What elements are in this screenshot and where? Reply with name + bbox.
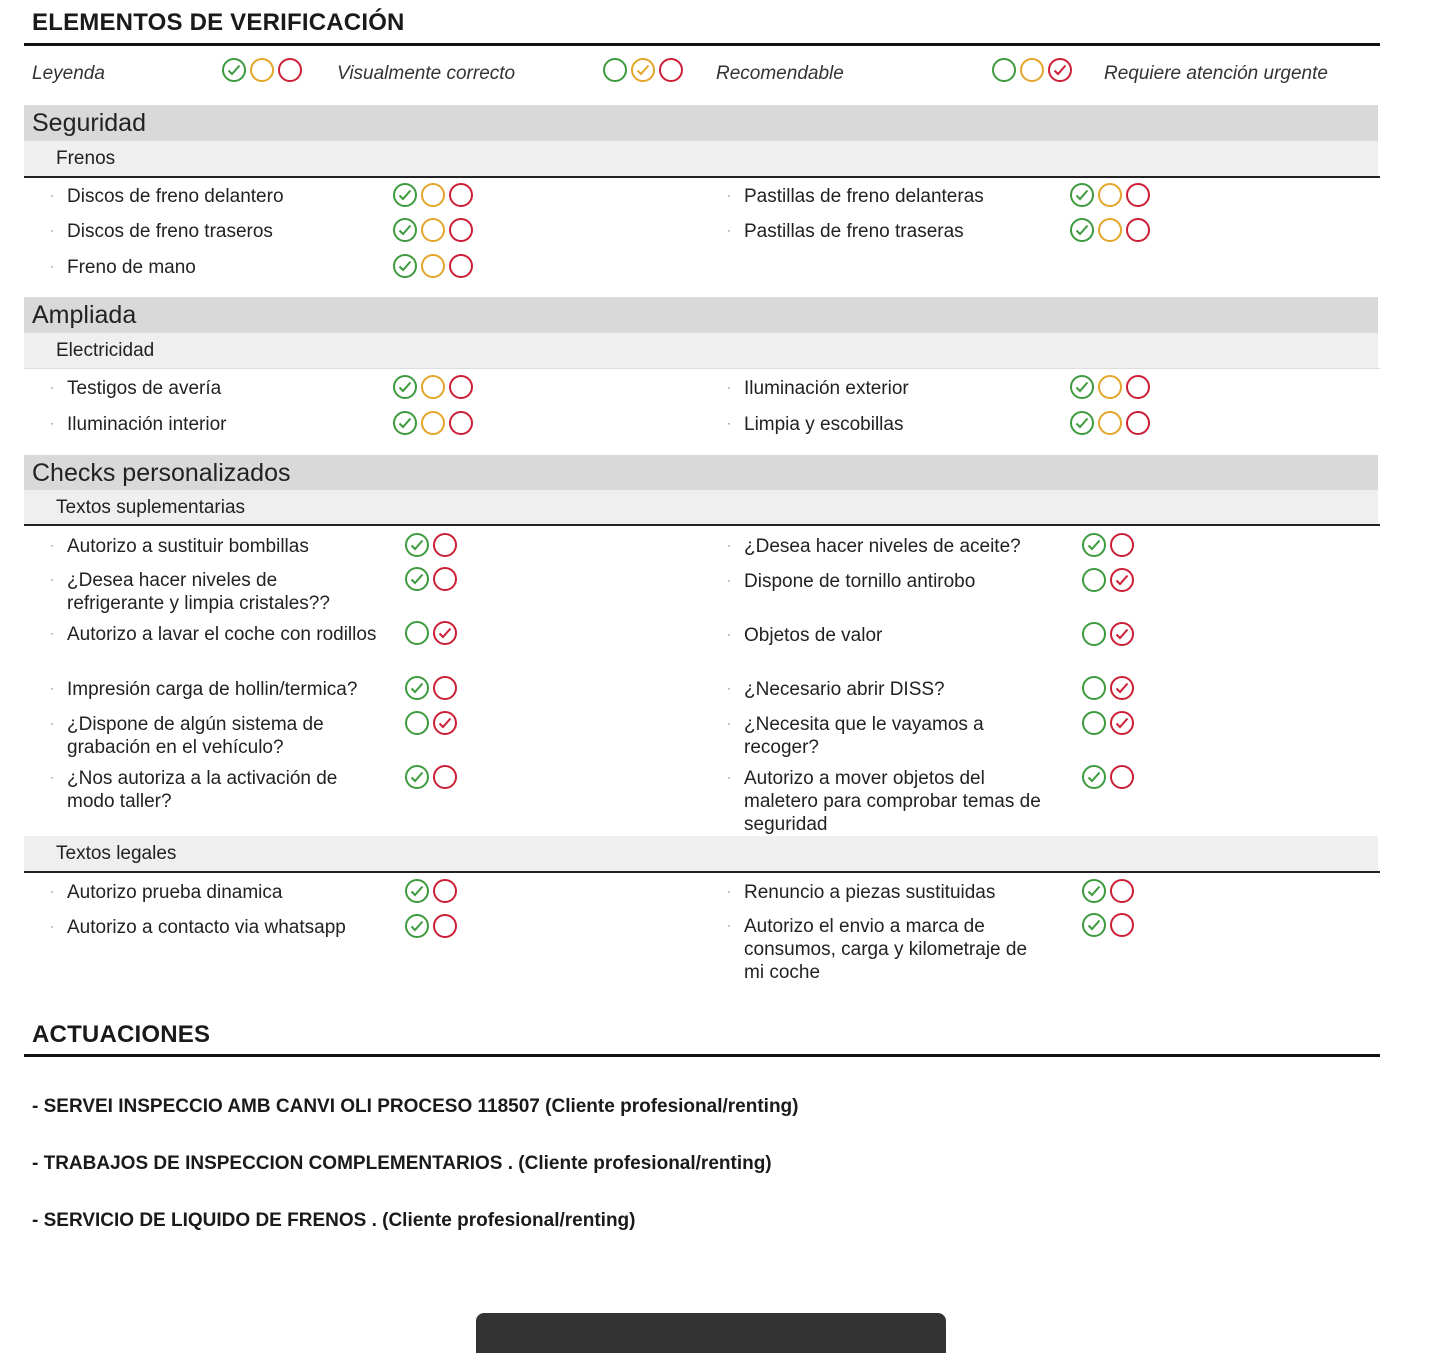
section-title: Checks personalizados: [32, 459, 291, 487]
yellow-status-circle: [421, 375, 445, 399]
legend-label: Leyenda: [32, 63, 105, 84]
status-circles: [1082, 533, 1138, 557]
status-circles: [405, 711, 461, 735]
yellow-status-circle: [1098, 218, 1122, 242]
bullet: ·: [50, 919, 54, 933]
checklist-item-label: Pastillas de freno traseras: [744, 221, 964, 242]
bullet: ·: [727, 918, 731, 932]
red-status-circle: [433, 879, 457, 903]
subsection-title: Textos legales: [56, 843, 177, 864]
section-title: Seguridad: [32, 109, 146, 137]
bullet: ·: [727, 770, 731, 784]
status-circles: [405, 533, 461, 557]
red-status-circle-checked: [1110, 711, 1134, 735]
legend-circles-correcto: [222, 58, 306, 82]
checklist-item-label: Objetos de valor: [744, 625, 883, 646]
subsection-title: Electricidad: [56, 340, 155, 361]
checklist-item-label: Autorizo el envio a marca de consumos, carga y kilometraje de mi coche: [744, 916, 1028, 983]
subsection-band-suplementarias: [24, 490, 1378, 526]
red-status-circle: [1126, 375, 1150, 399]
checklist-item-label: Renuncio a piezas sustituidas: [744, 882, 996, 903]
status-circles: [1070, 183, 1154, 207]
checklist-item-label: Iluminación interior: [67, 414, 227, 435]
legend-text-recomendable: Recomendable: [716, 63, 844, 84]
bullet: ·: [50, 626, 54, 640]
green-status-circle-checked: [1070, 218, 1094, 242]
status-circles: [1082, 913, 1138, 937]
green-status-circle-checked: [393, 254, 417, 278]
status-circles: [1070, 218, 1154, 242]
status-circles: [1070, 375, 1154, 399]
red-status-circle: [433, 567, 457, 591]
status-circles: [405, 676, 461, 700]
green-status-circle-checked: [405, 879, 429, 903]
yellow-status-circle: [1098, 375, 1122, 399]
green-status-circle-checked: [405, 533, 429, 557]
red-status-circle: [278, 58, 302, 82]
checklist-item-label: Autorizo a mover objetos del maletero para comprobar temas de seguridad: [744, 768, 1041, 835]
subsection-band-legales: [24, 836, 1378, 872]
green-status-circle-checked: [222, 58, 246, 82]
bullet: ·: [727, 416, 731, 430]
yellow-status-circle: [421, 411, 445, 435]
yellow-status-circle: [250, 58, 274, 82]
red-status-circle: [1110, 913, 1134, 937]
status-circles: [405, 879, 461, 903]
yellow-status-circle-checked: [631, 58, 655, 82]
red-status-circle: [433, 676, 457, 700]
red-status-circle: [449, 375, 473, 399]
bullet: ·: [727, 380, 731, 394]
section-band-checks: [24, 455, 1378, 491]
yellow-status-circle: [1098, 183, 1122, 207]
checklist-item-label: Impresión carga de hollin/termica?: [67, 679, 358, 700]
green-status-circle: [405, 621, 429, 645]
checklist-item-label: Autorizo a contacto via whatsapp: [67, 917, 346, 938]
bullet: ·: [727, 223, 731, 237]
green-status-circle-checked: [405, 914, 429, 938]
green-status-circle: [1082, 568, 1106, 592]
bullet: ·: [727, 884, 731, 898]
bullet: ·: [727, 538, 731, 552]
green-status-circle-checked: [1070, 183, 1094, 207]
bullet: ·: [50, 538, 54, 552]
bullet: ·: [727, 188, 731, 202]
status-circles: [405, 621, 461, 645]
red-status-circle: [449, 254, 473, 278]
green-status-circle-checked: [1082, 913, 1106, 937]
actuaciones-divider: [24, 1054, 1380, 1057]
checklist-item-label: ¿Necesario abrir DISS?: [744, 679, 945, 700]
section-title: Ampliada: [32, 301, 137, 329]
red-status-circle: [1126, 411, 1150, 435]
checklist-item-label: Iluminación exterior: [744, 378, 909, 399]
bullet: ·: [727, 627, 731, 641]
red-status-circle-checked: [1048, 58, 1072, 82]
bullet: ·: [50, 416, 54, 430]
bullet: ·: [727, 573, 731, 587]
checklist-item-label: Testigos de avería: [67, 378, 222, 399]
yellow-status-circle: [1020, 58, 1044, 82]
red-status-circle: [433, 765, 457, 789]
status-circles: [405, 914, 461, 938]
checklist-item-label: ¿Necesita que le vayamos a recoger?: [744, 714, 984, 758]
checklist-item-label: ¿Nos autoriza a la activación de modo taller?: [67, 768, 338, 812]
yellow-status-circle: [421, 254, 445, 278]
red-status-circle: [659, 58, 683, 82]
bullet: ·: [50, 681, 54, 695]
green-status-circle: [603, 58, 627, 82]
red-status-circle: [449, 411, 473, 435]
red-status-circle-checked: [433, 621, 457, 645]
bullet: ·: [50, 884, 54, 898]
red-status-circle: [1110, 533, 1134, 557]
green-status-circle: [1082, 711, 1106, 735]
legend-circles-recomendable: [603, 58, 687, 82]
subsection-band-frenos: [24, 141, 1378, 177]
subsection-divider: [24, 871, 1380, 873]
checklist-item-label: Autorizo prueba dinamica: [67, 882, 283, 903]
subsection-title: Frenos: [56, 148, 116, 169]
status-circles: [1082, 879, 1138, 903]
red-status-circle: [449, 183, 473, 207]
green-status-circle-checked: [1070, 411, 1094, 435]
red-status-circle: [1126, 218, 1150, 242]
actuacion-item: - TRABAJOS DE INSPECCION COMPLEMENTARIOS . (Cliente profesional/renting): [32, 1153, 772, 1174]
green-status-circle-checked: [405, 765, 429, 789]
status-circles: [1082, 765, 1138, 789]
checklist-item-label: Discos de freno traseros: [67, 221, 273, 242]
red-status-circle-checked: [1110, 676, 1134, 700]
section-band-ampliada: [24, 297, 1378, 333]
status-circles: [393, 254, 477, 278]
status-circles: [393, 218, 477, 242]
status-circles: [1082, 676, 1138, 700]
green-status-circle-checked: [405, 676, 429, 700]
checklist-item-label: ¿Dispone de algún sistema de grabación en el vehículo?: [67, 714, 324, 758]
checklist-item-label: Dispone de tornillo antirobo: [744, 571, 976, 592]
green-status-circle: [992, 58, 1016, 82]
section-title-actuaciones: ACTUACIONES: [32, 1021, 211, 1048]
legend-circles-urgente: [992, 58, 1076, 82]
status-circles: [393, 375, 477, 399]
subsection-divider: [24, 368, 1380, 369]
subsection-title: Textos suplementarias: [56, 497, 246, 518]
bullet: ·: [50, 223, 54, 237]
green-status-circle-checked: [393, 218, 417, 242]
red-status-circle: [433, 914, 457, 938]
legend-text-urgente: Requiere atención urgente: [1104, 63, 1328, 84]
green-status-circle: [405, 711, 429, 735]
bullet: ·: [50, 380, 54, 394]
status-circles: [1082, 622, 1138, 646]
checklist-item-label: ¿Desea hacer niveles de aceite?: [744, 536, 1021, 557]
status-circles: [1082, 711, 1138, 735]
section-band-seguridad: [24, 105, 1378, 141]
legend-text-correcto: Visualmente correcto: [337, 63, 516, 84]
bullet: ·: [50, 716, 54, 730]
yellow-status-circle: [421, 218, 445, 242]
title-divider: [24, 43, 1380, 46]
green-status-circle: [1082, 676, 1106, 700]
green-status-circle-checked: [1070, 375, 1094, 399]
red-status-circle-checked: [433, 711, 457, 735]
checklist-item-label: Autorizo a lavar el coche con rodillos: [67, 624, 377, 645]
yellow-status-circle: [1098, 411, 1122, 435]
green-status-circle-checked: [1082, 879, 1106, 903]
red-status-circle: [449, 218, 473, 242]
green-status-circle-checked: [405, 567, 429, 591]
red-status-circle: [1110, 765, 1134, 789]
green-status-circle-checked: [393, 411, 417, 435]
red-status-circle: [1110, 879, 1134, 903]
yellow-status-circle: [421, 183, 445, 207]
green-status-circle-checked: [1082, 765, 1106, 789]
status-circles: [1070, 411, 1154, 435]
red-status-circle: [1126, 183, 1150, 207]
status-circles: [393, 411, 477, 435]
section-title-verificacion: ELEMENTOS DE VERIFICACIÓN: [32, 9, 405, 36]
checklist-item-label: Autorizo a sustituir bombillas: [67, 536, 309, 557]
checklist-item-label: ¿Desea hacer niveles de refrigerante y limpia cristales??: [67, 570, 330, 614]
bullet: ·: [50, 572, 54, 586]
status-circles: [1082, 568, 1138, 592]
red-status-circle-checked: [1110, 622, 1134, 646]
red-status-circle-checked: [1110, 568, 1134, 592]
subsection-band-electricidad: [24, 333, 1378, 369]
bullet: ·: [727, 716, 731, 730]
status-circles: [405, 765, 461, 789]
actuacion-item: - SERVEI INSPECCIO AMB CANVI OLI PROCESO 118507 (Cliente profesional/renting): [32, 1096, 799, 1117]
green-status-circle: [1082, 622, 1106, 646]
status-circles: [405, 567, 461, 591]
bullet: ·: [50, 770, 54, 784]
checklist-item-label: Pastillas de freno delanteras: [744, 186, 984, 207]
checklist-item-label: Discos de freno delantero: [67, 186, 284, 207]
red-status-circle: [433, 533, 457, 557]
green-status-circle-checked: [1082, 533, 1106, 557]
actuacion-item: - SERVICIO DE LIQUIDO DE FRENOS . (Cliente profesional/renting): [32, 1210, 636, 1231]
green-status-circle-checked: [393, 183, 417, 207]
bottom-action-button[interactable]: [476, 1313, 946, 1353]
checklist-item-label: Limpia y escobillas: [744, 414, 904, 435]
green-status-circle-checked: [393, 375, 417, 399]
subsection-divider: [24, 176, 1380, 178]
checklist-item-label: Freno de mano: [67, 257, 196, 278]
bullet: ·: [50, 259, 54, 273]
bullet: ·: [727, 681, 731, 695]
status-circles: [393, 183, 477, 207]
bullet: ·: [50, 188, 54, 202]
subsection-divider: [24, 524, 1380, 526]
